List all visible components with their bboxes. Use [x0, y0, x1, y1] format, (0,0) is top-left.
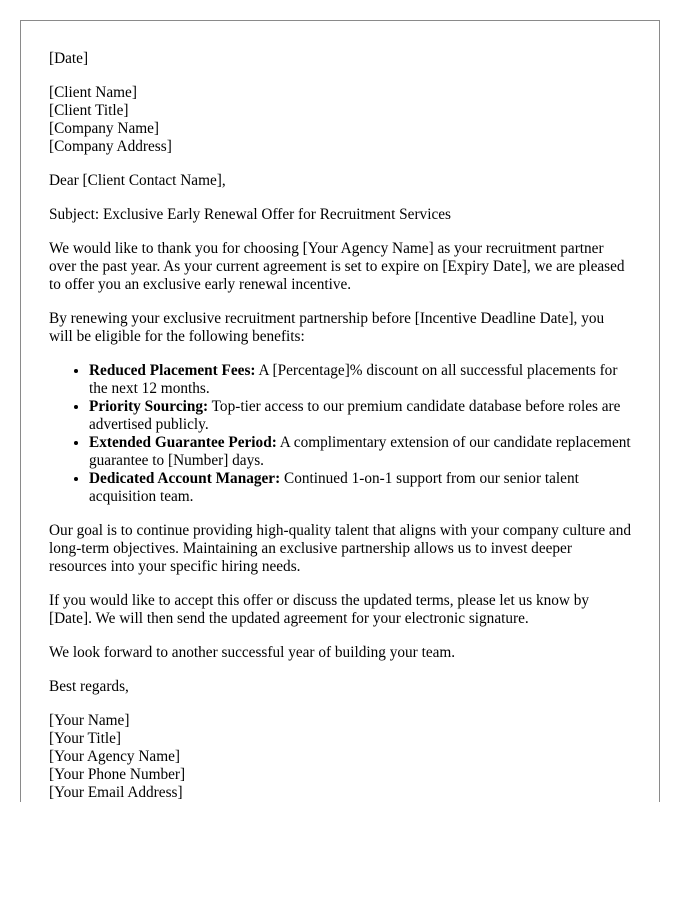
- recipient-company-address: [Company Address]: [49, 138, 172, 155]
- benefit-text: A [Percentage]% discount on all successful placements for the next 12 months.: [89, 362, 618, 397]
- signature-name: [Your Name]: [49, 712, 130, 729]
- benefit-text: Continued 1-on-1 support from our senior talent acquisition team.: [89, 470, 579, 505]
- recipient-name: [Client Name]: [49, 84, 137, 101]
- signature-block: [49, 712, 631, 802]
- benefit-title: Dedicated Account Manager:: [89, 470, 281, 487]
- benefit-title: Reduced Placement Fees:: [89, 362, 256, 379]
- recipient-address: [49, 84, 631, 156]
- accept-paragraph: If you would like to accept this offer or discuss the updated terms, please let us know by [Date]. We will then send the updated agreement for your electronic signature.: [49, 592, 590, 627]
- signature-title: [Your Title]: [49, 730, 121, 747]
- closing-paragraph: We look forward to another successful year of building your team.: [49, 644, 456, 661]
- benefit-title: Extended Guarantee Period:: [89, 434, 277, 451]
- recipient-title: [Client Title]: [49, 102, 129, 119]
- benefit-text: A complimentary extension of our candidate replacement guarantee to [Number] days.: [89, 434, 631, 469]
- list-item: [89, 434, 631, 470]
- recipient-company: [Company Name]: [49, 120, 160, 137]
- signature-email: [Your Email Address]: [49, 784, 183, 801]
- benefit-text: Top-tier access to our premium candidate database before roles are advertised publicly.: [89, 398, 621, 433]
- letter: [20, 20, 660, 802]
- list-item: [89, 470, 631, 506]
- list-item: [89, 362, 631, 398]
- goal-paragraph: Our goal is to continue providing high-quality talent that aligns with your company culture and long-term objectives. Maintaining an exclusive partnership allows us to invest deeper resources into your specific hiring needs.: [49, 522, 632, 575]
- benefits-intro-paragraph: By renewing your exclusive recruitment partnership before [Incentive Deadline Date], you will be eligible for the following benefits:: [49, 310, 605, 345]
- greeting: Dear [Client Contact Name],: [49, 172, 226, 189]
- signature-phone: [Your Phone Number]: [49, 766, 186, 783]
- subject-line: Subject: Exclusive Early Renewal Offer for Recruitment Services: [49, 206, 451, 223]
- letter-date: [Date]: [49, 50, 89, 67]
- intro-paragraph: We would like to thank you for choosing [Your Agency Name] as your recruitment partner over the past year. As your current agreement is set to expire on [Expiry Date], we are pleased to offer you an exclusive early renewal incentive.: [49, 240, 625, 293]
- benefits-list: [49, 362, 631, 506]
- benefit-title: Priority Sourcing:: [89, 398, 209, 415]
- signature-agency: [Your Agency Name]: [49, 748, 180, 765]
- list-item: [89, 398, 631, 434]
- sign-off: Best regards,: [49, 678, 129, 695]
